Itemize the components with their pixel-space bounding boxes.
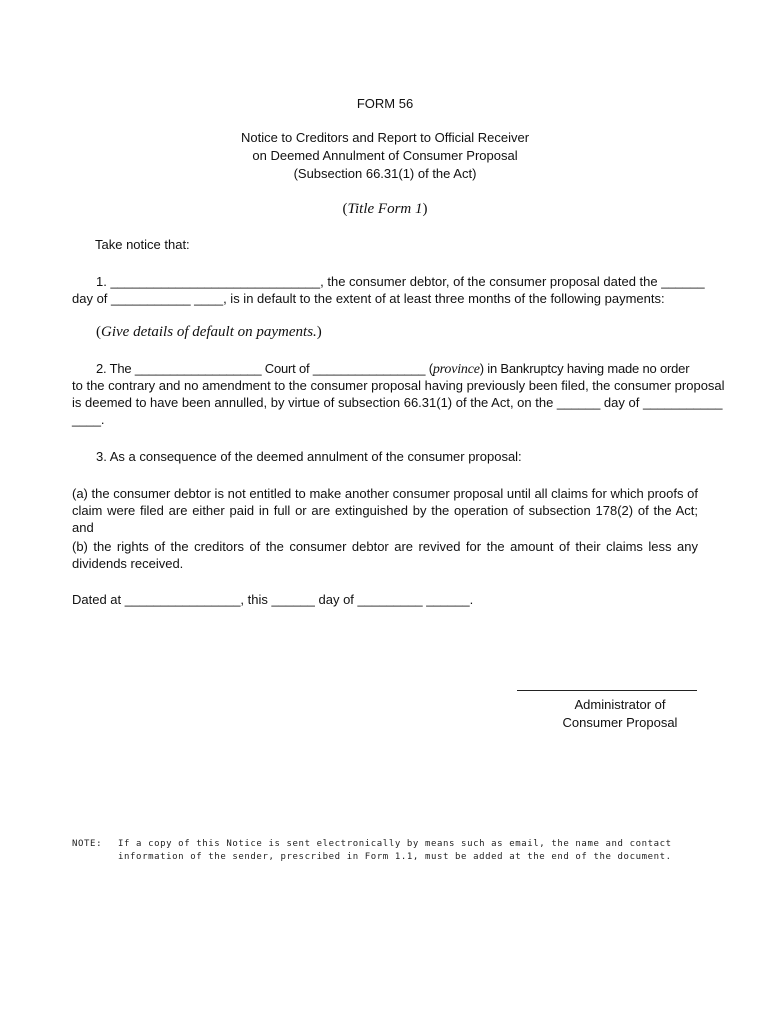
paragraph-2-line-4: ____. bbox=[72, 412, 105, 427]
intro-text: Take notice that: bbox=[95, 237, 190, 252]
paragraph-1-line-1: 1. _____________________________, the consumer debtor, of the consumer proposal dated the ______ bbox=[96, 274, 705, 289]
default-details bbox=[96, 323, 322, 341]
note-text: If a copy of this Notice is sent electronically by means such as email, the name and contact information of the sender, prescribed in Form 1.1, must be added at the end of the document. bbox=[118, 839, 672, 862]
paragraph-2-end: ) in Bankruptcy having made no order bbox=[479, 361, 690, 376]
form-subtitle bbox=[0, 200, 770, 218]
signature-title-line-2: Consumer Proposal bbox=[562, 715, 678, 730]
default-close-paren: ) bbox=[316, 324, 322, 340]
paragraph-2-line-2: to the contrary and no amendment to the consumer proposal having previously been filed, the consumer proposal bbox=[72, 378, 725, 393]
paragraph-2-line-3: is deemed to have been annulled, by virtue of subsection 66.31(1) of the Act, on the ______ day of ___________ bbox=[72, 395, 723, 410]
default-details-text: Give details of default on payments. bbox=[101, 324, 317, 340]
paragraph-3a: (a) the consumer debtor is not entitled to make another consumer proposal until all claims for which proofs of claim were filed are either paid in full or are extinguished by the operation of subsection 178(2) of the Act; and bbox=[72, 486, 698, 535]
province-label: province bbox=[432, 362, 480, 377]
form-number: FORM 56 bbox=[356, 96, 414, 111]
paragraph-1-line-2: day of ___________ ____, is in default to the extent of at least three months of the following payments: bbox=[72, 291, 665, 306]
form-title-line-3: (Subsection 66.31(1) of the Act) bbox=[293, 166, 477, 181]
subtitle-text: Title Form 1 bbox=[347, 201, 423, 217]
signature-line bbox=[517, 690, 697, 691]
form-title-line-2: on Deemed Annulment of Consumer Proposal bbox=[252, 148, 518, 163]
dated-line: Dated at ________________, this ______ day of _________ ______. bbox=[72, 592, 474, 607]
signature-title-line-1: Administrator of bbox=[574, 697, 666, 712]
default-open-paren: ( bbox=[96, 324, 101, 340]
form-title-line-1: Notice to Creditors and Report to Official Receiver bbox=[240, 130, 530, 145]
paragraph-2-start: 2. The __________________ Court of ________________ ( bbox=[96, 361, 433, 376]
paragraph-3b: (b) the rights of the creditors of the consumer debtor are revived for the amount of their claims less any dividends received. bbox=[72, 539, 698, 571]
note-label: NOTE: bbox=[72, 839, 103, 849]
subtitle-open-paren: ( bbox=[342, 201, 348, 217]
paragraph-2-line-1 bbox=[96, 360, 689, 378]
paragraph-3: 3. As a consequence of the deemed annulment of the consumer proposal: bbox=[96, 449, 522, 464]
subtitle-close-paren: ) bbox=[422, 201, 428, 217]
